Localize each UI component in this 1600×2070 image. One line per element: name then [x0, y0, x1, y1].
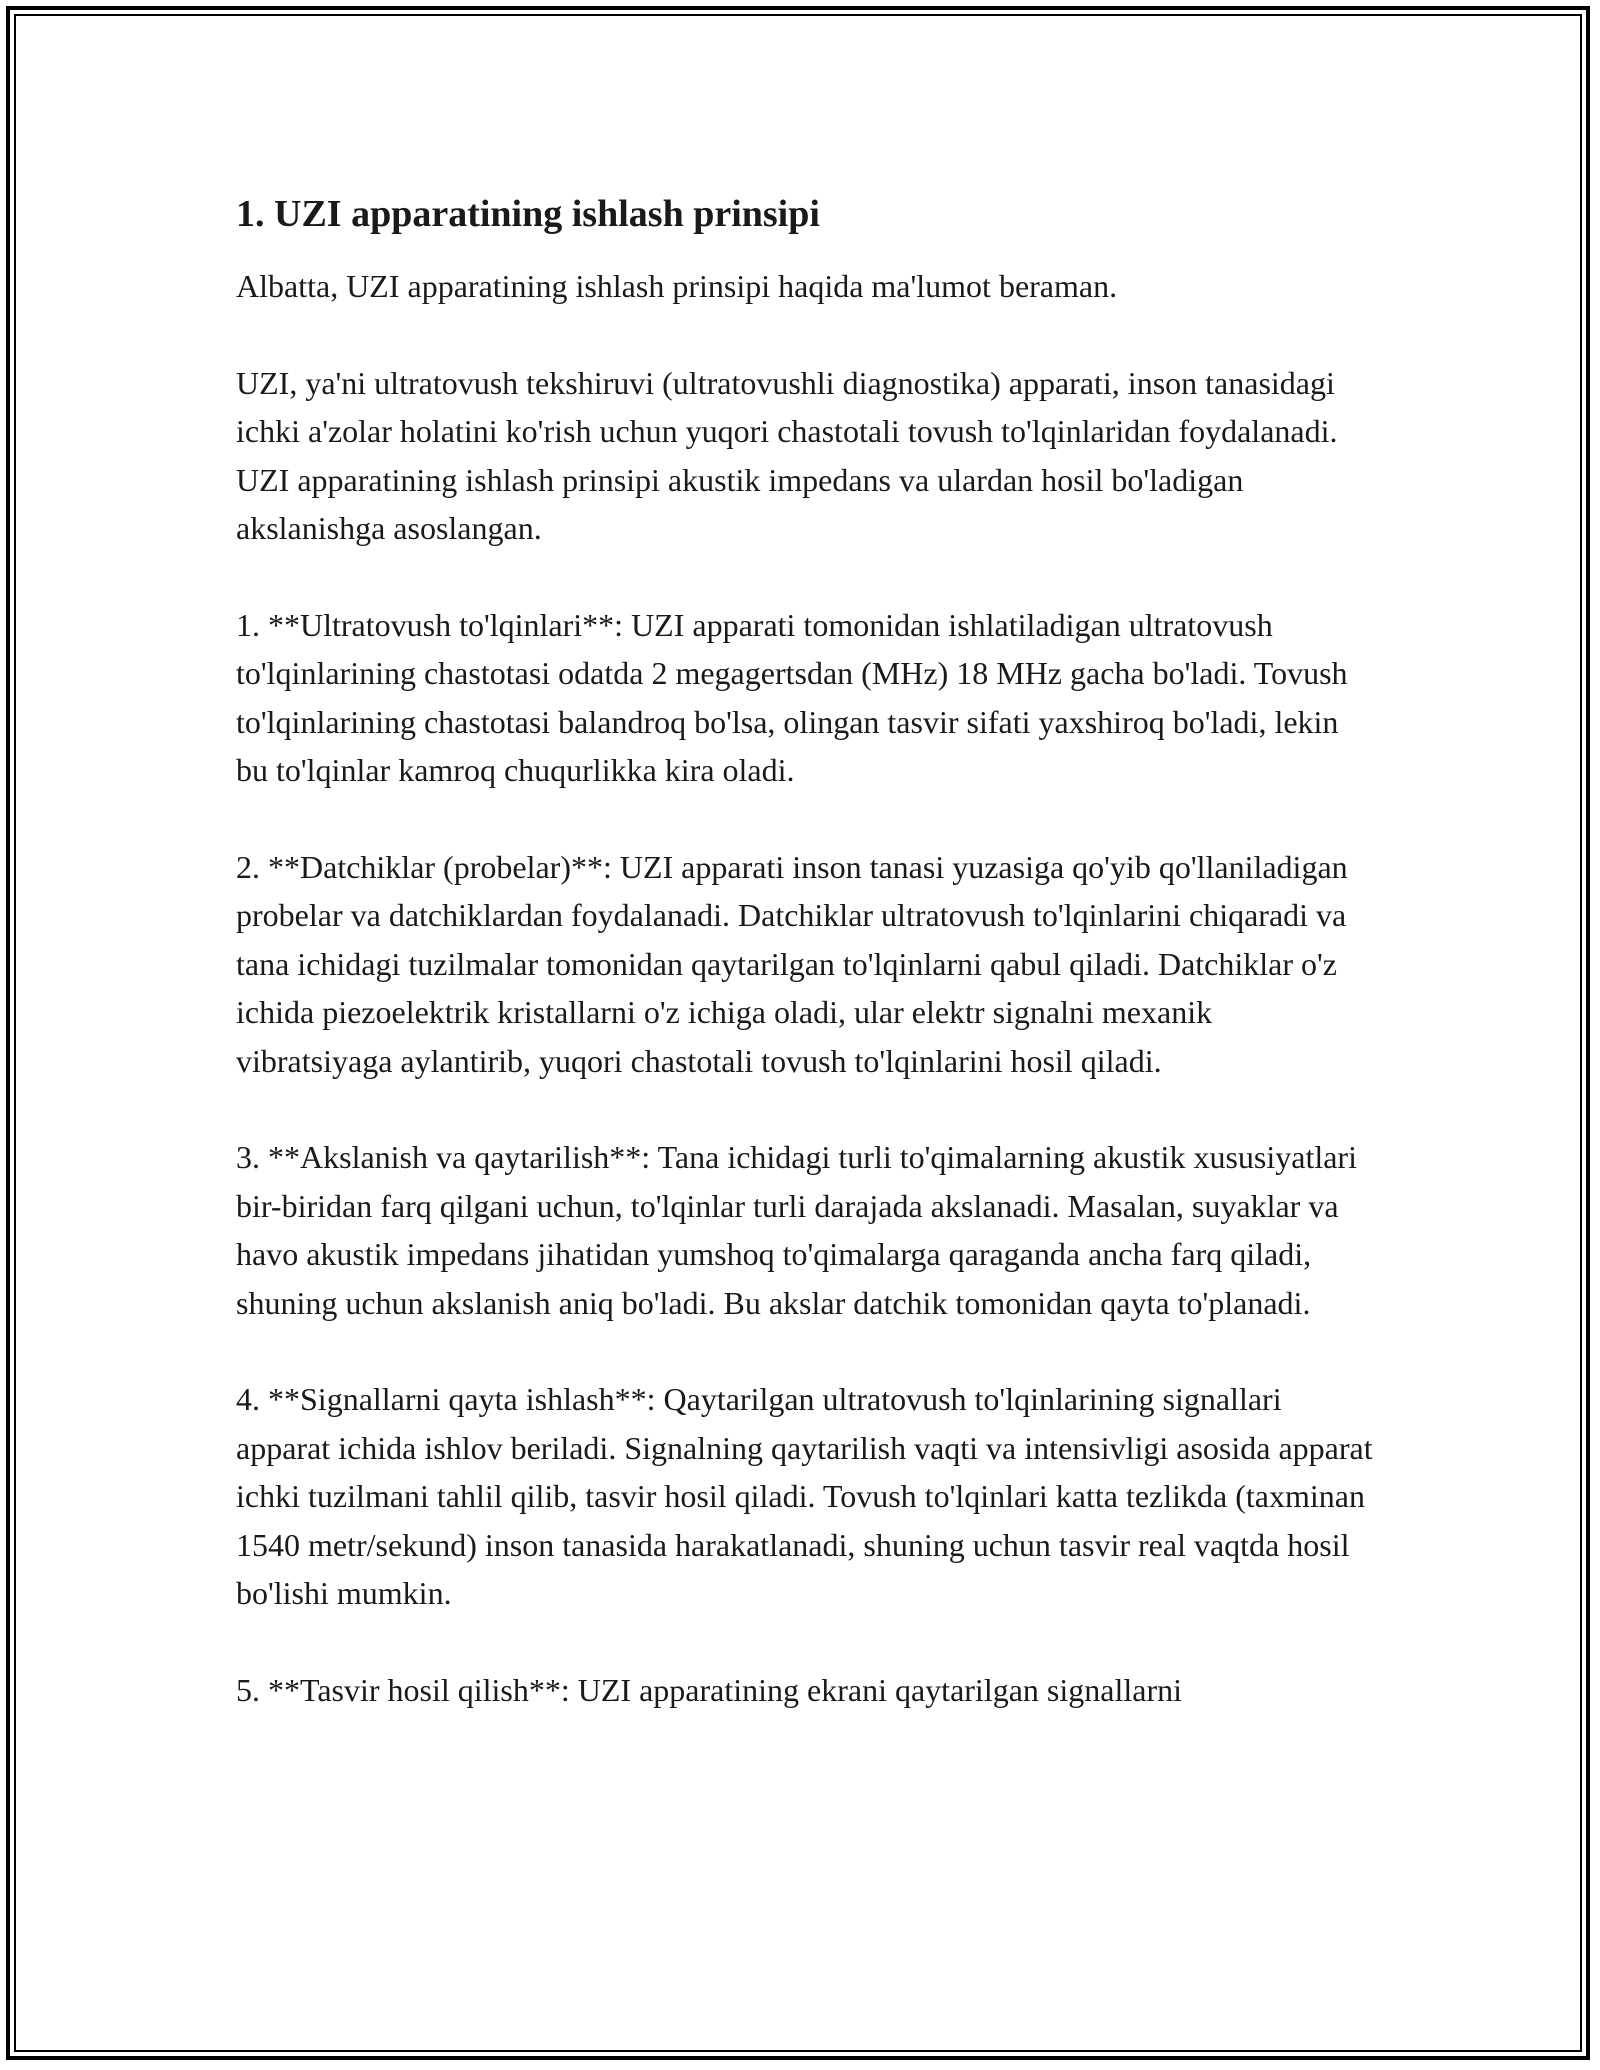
- list-item-image-formation: 5. **Tasvir hosil qilish**: UZI apparatining ekrani qaytarilgan signallarni: [236, 1671, 1182, 1708]
- intro-paragraph: Albatta, UZI apparatining ishlash prinsipi haqida ma'lumot beraman.: [236, 268, 1118, 304]
- list-item-reflection: 3. **Akslanish va qaytarilish**: Tana ichidagi turli to'qimalarning akustik xususiyatlari bir-biridan farq qilgani uchun, to'lqinlar turli darajada akslanadi. Masalan, suyaklar va havo akustik impedans jihatidan yumshoq to'qimalarga qaraganda ancha farq qiladi, shuning uchun akslanish aniq bo'ladi. Bu akslar datchik tomonidan qayta to'planadi.: [236, 1139, 1357, 1321]
- list-item-signal-processing: 4. **Signallarni qayta ishlash**: Qaytarilgan ultratovush to'lqinlarining signallari apparat ichida ishlov beriladi. Signalning qaytarilish vaqti va intensivligi asosida apparat ichki tuzilmani tahlil qilib, tasvir hosil qiladi. Tovush to'lqinlari katta tezlikda (taxminan 1540 metr/sekund) inson tanasida harakatlanadi, shuning uchun tasvir real vaqtda hosil bo'lishi mumkin.: [236, 1381, 1373, 1611]
- overview-paragraph: UZI, ya'ni ultratovush tekshiruvi (ultratovushli diagnostika) apparati, inson tanasidagi ichki a'zolar holatini ko'rish uchun yuqori chastotali tovush to'lqinlaridan foydalanadi. UZI apparatining ishlash prinsipi akustik impedans va ulardan hosil bo'ladigan akslanishga asoslangan.: [236, 364, 1338, 546]
- document-heading: 1. UZI apparatining ishlash prinsipi: [236, 193, 820, 235]
- list-item-ultrasound-waves: 1. **Ultratovush to'lqinlari**: UZI apparati tomonidan ishlatiladigan ultratovush to'lqinlarining chastotasi odatda 2 megagertsdan (MHz) 18 MHz gacha bo'ladi. Tovush to'lqinlarining chastotasi balandroq bo'lsa, olingan tasvir sifati yaxshiroq bo'ladi, lekin bu to'lqinlar kamroq chuqurlikka kira oladi.: [236, 606, 1348, 788]
- document-body: [236, 186, 1376, 1714]
- list-item-probes: 2. **Datchiklar (probelar)**: UZI apparati inson tanasi yuzasiga qo'yib qo'llaniladigan probelar va datchiklardan foydalanadi. Datchiklar ultratovush to'lqinlarini chiqaradi va tana ichidagi tuzilmalar tomonidan qaytarilgan to'lqinlarni qabul qiladi. Datchiklar o'z ichida piezoelektrik kristallarni o'z ichiga oladi, ular elektr signalni mexanik vibratsiyaga aylantirib, yuqori chastotali tovush to'lqinlarini hosil qiladi.: [236, 848, 1348, 1079]
